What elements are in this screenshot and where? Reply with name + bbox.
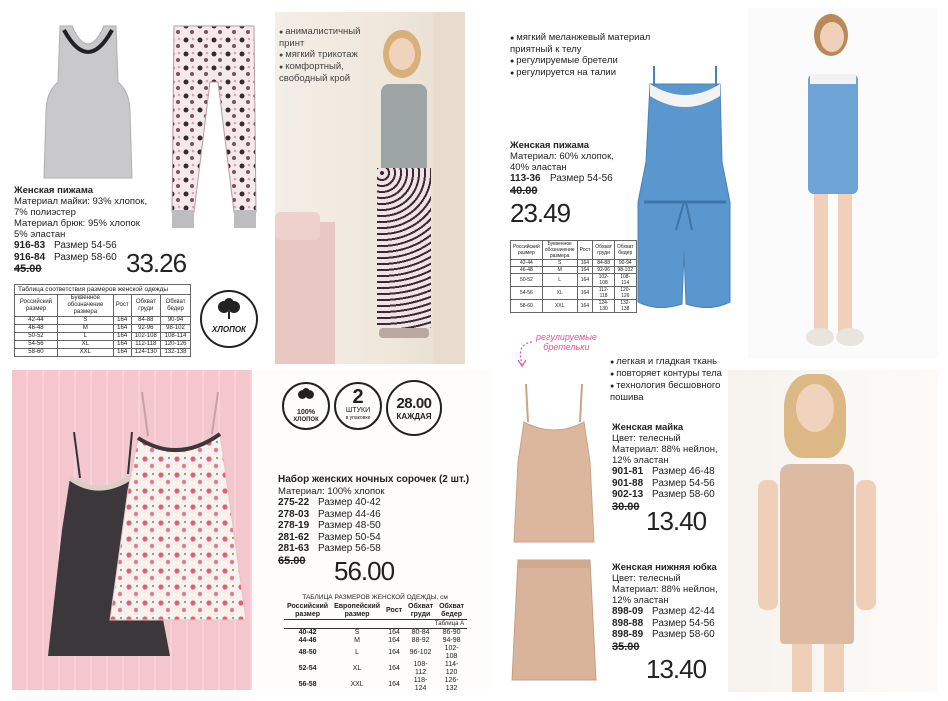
product-code-row: 278-19 Размер 48-50 bbox=[278, 520, 381, 531]
table-header: Обхват бедер bbox=[614, 241, 636, 260]
table-row: 44-46 M 164 88-92 94-98 bbox=[298, 637, 461, 644]
table-row: 46-48 M 164 92-96 98-102 bbox=[15, 325, 191, 333]
product-title: Набор женских ночных сорочек (2 шт.) bbox=[278, 474, 470, 485]
product-title: Женская нижняя юбка bbox=[612, 562, 717, 573]
old-price: 35.00 bbox=[612, 640, 640, 653]
product-code-row: 275-22 Размер 40-42 bbox=[278, 497, 381, 508]
material-line: Материал: 88% нейлон, bbox=[612, 584, 718, 595]
material-line: Материал: 88% нейлон, bbox=[612, 444, 718, 455]
material-line: Материал майки: 93% хлопок, bbox=[14, 196, 148, 207]
product-code-row: 901-88 Размер 54-56 bbox=[612, 477, 715, 489]
size-table-title: Таблица соответствия размеров женской одежды bbox=[14, 284, 191, 294]
product-q4 bbox=[490, 330, 948, 701]
table-row: 58-60 XXL 164 124-130 132-138 bbox=[511, 300, 637, 313]
product-code-row: 902-13 Размер 58-60 bbox=[612, 489, 715, 500]
material-line: 5% эластан bbox=[14, 229, 66, 240]
table-row: 52-54 XL 164 108-112 114-120 bbox=[298, 661, 459, 676]
cotton-100-badge: 100% ХЛОПОК bbox=[282, 382, 330, 430]
material-line: 40% эластан bbox=[510, 162, 567, 173]
product-code-row: 278-03 Размер 44-46 bbox=[278, 508, 381, 520]
table-row: 58-60 XXL 164 124-130 132-138 bbox=[15, 349, 191, 357]
quantity-badge: 2 ШТУКИ в упаковке bbox=[334, 382, 382, 430]
table-header: Буквенное обозначение размера bbox=[57, 295, 113, 317]
table-header: Обхват бедер bbox=[161, 295, 191, 317]
product-q3 bbox=[12, 370, 490, 690]
feature-item: ● технология бесшовного пошива bbox=[610, 380, 738, 403]
product-title: Женская майка bbox=[612, 422, 684, 433]
table-header: Обхват груди bbox=[593, 241, 615, 260]
price: 56.00 bbox=[334, 556, 395, 586]
nude-camisole-image bbox=[506, 382, 602, 548]
table-header: Буквенное обозначение размера bbox=[542, 241, 577, 260]
product-code-row: 901-81 Размер 46-48 bbox=[612, 466, 715, 477]
product-code-row: 898-89 Размер 58-60 bbox=[612, 629, 715, 640]
feature-item: ● регулируемые бретели bbox=[510, 55, 670, 67]
feature-item: ● регулируется на талии bbox=[510, 67, 670, 79]
table-header: Обхват бедер bbox=[436, 603, 467, 620]
product-code-row: 281-63 Размер 56-58 bbox=[278, 543, 381, 554]
feature-item: ● мягкий меланжевый материал приятный к телу bbox=[510, 32, 670, 55]
price: 13.40 bbox=[646, 506, 707, 536]
product-code-row: 113-36 Размер 54-56 bbox=[510, 173, 613, 184]
material-line: Материал брюк: 95% хлопок bbox=[14, 218, 140, 229]
table-header: Европейский размер bbox=[331, 603, 383, 620]
product-code-row: 898-09 Размер 42-44 bbox=[612, 606, 715, 617]
old-price: 45.00 bbox=[14, 263, 42, 275]
table-header: Обхват груди bbox=[131, 295, 160, 317]
size-table bbox=[510, 240, 637, 313]
old-price: 65.00 bbox=[278, 554, 306, 567]
price: 23.49 bbox=[510, 198, 571, 228]
material-line: 12% эластан bbox=[612, 455, 669, 466]
table-subtitle: Таблица А bbox=[284, 620, 467, 629]
product-code-row: 916-83 Размер 54-56 bbox=[14, 240, 117, 251]
material-line: 12% эластан bbox=[612, 595, 669, 606]
table-row: 50-52 L 164 102-108 108-114 bbox=[511, 274, 637, 287]
table-row: 42-44 S 164 84-88 90-94 bbox=[511, 260, 637, 267]
color-line: Цвет: телесный bbox=[612, 433, 681, 444]
nude-skirt-image bbox=[508, 556, 600, 686]
table-header: Рост bbox=[383, 603, 405, 620]
product-code-row: 281-62 Размер 50-54 bbox=[278, 531, 381, 543]
feature-list bbox=[610, 356, 738, 403]
grey-tank-top-image bbox=[38, 22, 138, 182]
table-header: Российский размер bbox=[15, 295, 58, 317]
feature-list bbox=[279, 26, 375, 84]
table-header: Рост bbox=[113, 295, 131, 317]
old-price: 40.00 bbox=[510, 184, 538, 197]
product-q2 bbox=[490, 0, 948, 370]
cotton-flower-icon bbox=[295, 388, 317, 404]
table-row: 46-48 M 164 92-96 98-102 bbox=[511, 267, 637, 274]
product-title: Женская пижама bbox=[14, 185, 94, 196]
product-code-row: 916-84 Размер 58-60 bbox=[14, 251, 117, 263]
table-header: Рост bbox=[577, 241, 593, 260]
floral-nightgown-image bbox=[108, 390, 248, 626]
product-title: Женская пижама bbox=[510, 140, 590, 151]
material-line: 7% полиэстер bbox=[14, 207, 76, 218]
model-photo-romper bbox=[748, 8, 938, 358]
feature-item: ● мягкий трикотаж bbox=[279, 49, 375, 61]
color-line: Цвет: телесный bbox=[612, 573, 681, 584]
cotton-badge: ХЛОПОК bbox=[200, 290, 258, 348]
model-photo-shapewear bbox=[728, 370, 938, 692]
table-row: 54-56 XL 164 112-118 120-126 bbox=[511, 287, 637, 300]
straps-note: регулируемые бретельки bbox=[536, 332, 597, 352]
feature-item: ● повторяет контуры тела bbox=[610, 368, 738, 380]
old-price: 30.00 bbox=[612, 500, 640, 513]
feature-item: ● комфортный, свободный крой bbox=[279, 61, 375, 84]
table-row: 56-58 XXL 164 118-124 126-132 bbox=[298, 677, 459, 692]
size-table bbox=[14, 294, 191, 357]
table-header: Обхват груди bbox=[405, 603, 436, 620]
material-line: Материал: 60% хлопок, bbox=[510, 151, 614, 162]
each-price-badge: 28.00 КАЖДАЯ bbox=[386, 380, 442, 436]
feature-item: ● анималистичный принт bbox=[279, 26, 375, 49]
blue-romper-image bbox=[630, 62, 740, 320]
table-header: Российский размер bbox=[284, 603, 331, 620]
table-row: 54-56 XL 164 112-118 120-126 bbox=[15, 341, 191, 349]
table-row: 40-42 S 164 80-84 86-90 bbox=[298, 629, 461, 636]
product-code-row: 898-88 Размер 54-56 bbox=[612, 617, 715, 629]
arrow-icon bbox=[512, 338, 534, 368]
table-header: Российский размер bbox=[511, 241, 543, 260]
product-q1 bbox=[0, 0, 474, 370]
size-table bbox=[284, 603, 467, 693]
table-row: 42-44 S 164 84-88 90-94 bbox=[15, 317, 191, 325]
leopard-pants-image bbox=[168, 22, 260, 234]
material-line: Материал: 100% хлопок bbox=[278, 486, 385, 497]
size-table-title: ТАБЛИЦА РАЗМЕРОВ ЖЕНСКОЙ ОДЕЖДЫ, см bbox=[302, 594, 448, 601]
price: 13.40 bbox=[646, 654, 707, 684]
feature-item: ● легкая и гладкая ткань bbox=[610, 356, 738, 368]
price: 33.26 bbox=[126, 248, 187, 278]
table-row: 50-52 L 164 102-108 108-114 bbox=[15, 333, 191, 341]
table-row: 48-50 L 164 96-102 102-108 bbox=[298, 645, 459, 660]
cotton-flower-icon bbox=[216, 298, 242, 320]
